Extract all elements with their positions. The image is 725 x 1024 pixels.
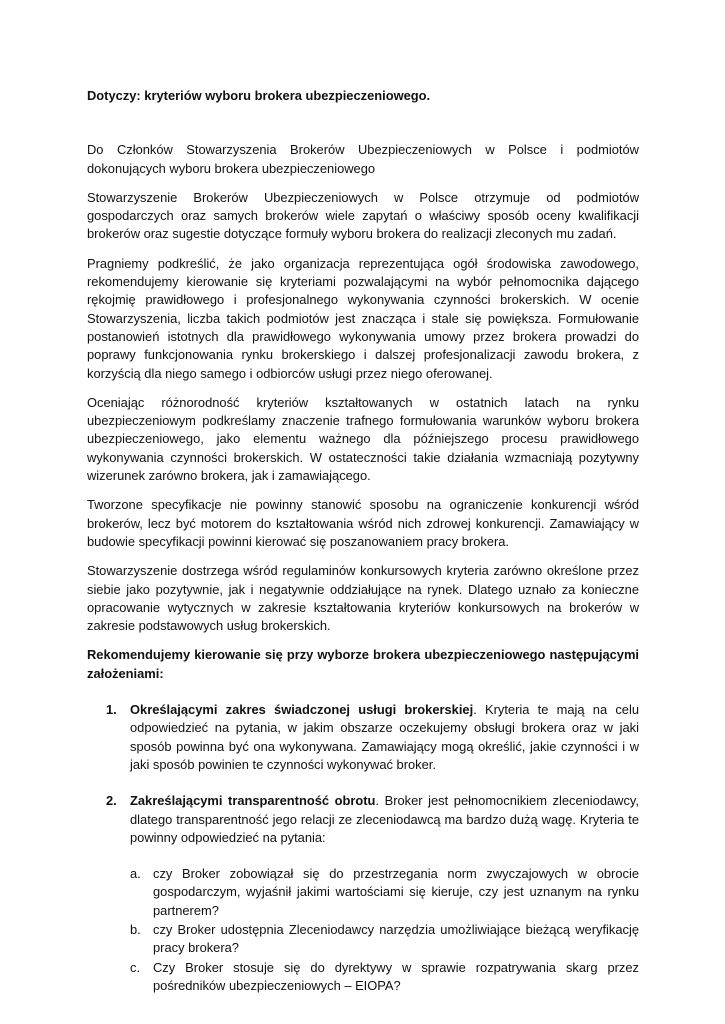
questions-list — [130, 865, 639, 995]
question-marker: c. — [130, 959, 141, 975]
question-marker: b. — [130, 921, 141, 937]
criterion-number: 1. — [106, 702, 117, 718]
question-text: czy Broker udostępnia Zleceniodawcy narzędzia umożliwiające bieżącą weryfikację pracy brokera? — [153, 921, 639, 956]
criterion-text: . Kryteria te mają na celu odpowiedzieć na pytania, w jakim obszarze oczekujemy obsługi brokera oraz w jaki sposób powinna być ona wykonywana. Zamawiający mogą określić, jakie czynności i w jaki sposób powinien te czynności wykonywać broker. — [130, 702, 640, 772]
criterion-lead: Określającymi zakres świadczonej usługi brokerskiej — [130, 702, 474, 718]
criterion-item-1 — [87, 701, 639, 774]
recipient-line: Do Członków Stowarzyszenia Brokerów Ubezpieczeniowych w Polsce i podmiotów dokonujących wyboru brokera ubezpieczeniowego — [87, 142, 639, 176]
question-text: czy Broker zobowiązał się do przestrzegania norm zwyczajowych w obrocie gospodarczym, wyjaśnił jakimi wartościami się kieruje, czy jest uznanym na rynku partnerem? — [153, 866, 639, 918]
question-item-c — [130, 959, 639, 996]
paragraph-3: Oceniając różnorodność kryteriów kształtowanych w ostatnich latach na rynku ubezpieczeniowym podkreślamy znaczenie trafnego formułowania warunków wyboru brokera ubezpieczeniowego, jako elementu ważnego dla późniejszego procesu prawidłowego wykonywania czynności brokerskich. W ostateczności takie działania wzmacniają pozytywny wizerunek zarówno brokera, jak i zamawiającego. — [87, 394, 639, 484]
recommendation-heading: Rekomendujemy kierowanie się przy wyborze brokera ubezpieczeniowego następującymi założeniami: — [87, 647, 639, 681]
paragraph-5: Stowarzyszenie dostrzega wśród regulaminów konkursowych kryteria zarówno określone przez siebie jako pozytywnie, jak i negatywnie oddziałujące na rynek. Dlatego uznało za konieczne opracowanie wytycznych w zakresie kształtowania kryteriów konkursowych na brokerów w zakresie podstawowych usług brokerskich. — [87, 563, 639, 634]
question-marker: a. — [130, 866, 141, 882]
paragraph-4: Tworzone specyfikacje nie powinny stanowić sposobu na ograniczenie konkurencji wśród brokerów, lecz być motorem do kształtowania wśród nich zdrowej konkurencji. Zamawiający w budowie specyfikacji powinni kierować się poszanowaniem pracy brokera. — [87, 497, 639, 549]
criterion-text: . Broker jest pełnomocnikiem zleceniodawcy, dlatego transparentność jego relacji ze zleceniodawcą ma bardzo dużą wagę. Kryteria te powinny odpowiedzieć na pytania: — [130, 793, 639, 845]
criterion-item-2 — [87, 792, 639, 995]
paragraph-1: Stowarzyszenie Brokerów Ubezpieczeniowych w Polsce otrzymuje od podmiotów gospodarczych oraz samych brokerów wiele zapytań o właściwy sposób oceny kwalifikacji brokerów oraz sugestie dotyczące formuły wyboru brokera do realizacji zleconych mu zadań. — [87, 189, 639, 242]
criteria-list — [87, 701, 639, 995]
subject-line: Dotyczy: kryteriów wyboru brokera ubezpieczeniowego. — [87, 88, 431, 103]
paragraph-2: Pragniemy podkreślić, że jako organizacja reprezentująca ogół środowiska zawodowego, rekomendujemy kierowanie się kryteriami pozwalającymi na wybór pełnomocnika dającego rękojmię prawidłowego i profesjonalnego wykonywania czynności brokerskich. W ocenie Stowarzyszenia, liczba takich podmiotów jest znacząca i stale się powiększa. Formułowanie postanowień istotnych dla prawidłowego wykonywania umowy przez brokera prowadzi do poprawy funkcjonowania rynku brokerskiego i dalszej profesjonalizacji zawodu brokera, z korzyścią dla niego samego i odbiorców usługi przez niego oferowanej. — [87, 255, 639, 381]
question-item-a — [130, 865, 639, 920]
criterion-lead: Zakreślającymi transparentność obrotu — [130, 793, 376, 809]
criterion-number: 2. — [106, 793, 117, 809]
question-text: Czy Broker stosuje się do dyrektywy w sprawie rozpatrywania skarg przez pośredników ubezpieczeniowych – EIOPA? — [153, 959, 639, 993]
question-item-b — [130, 921, 639, 958]
